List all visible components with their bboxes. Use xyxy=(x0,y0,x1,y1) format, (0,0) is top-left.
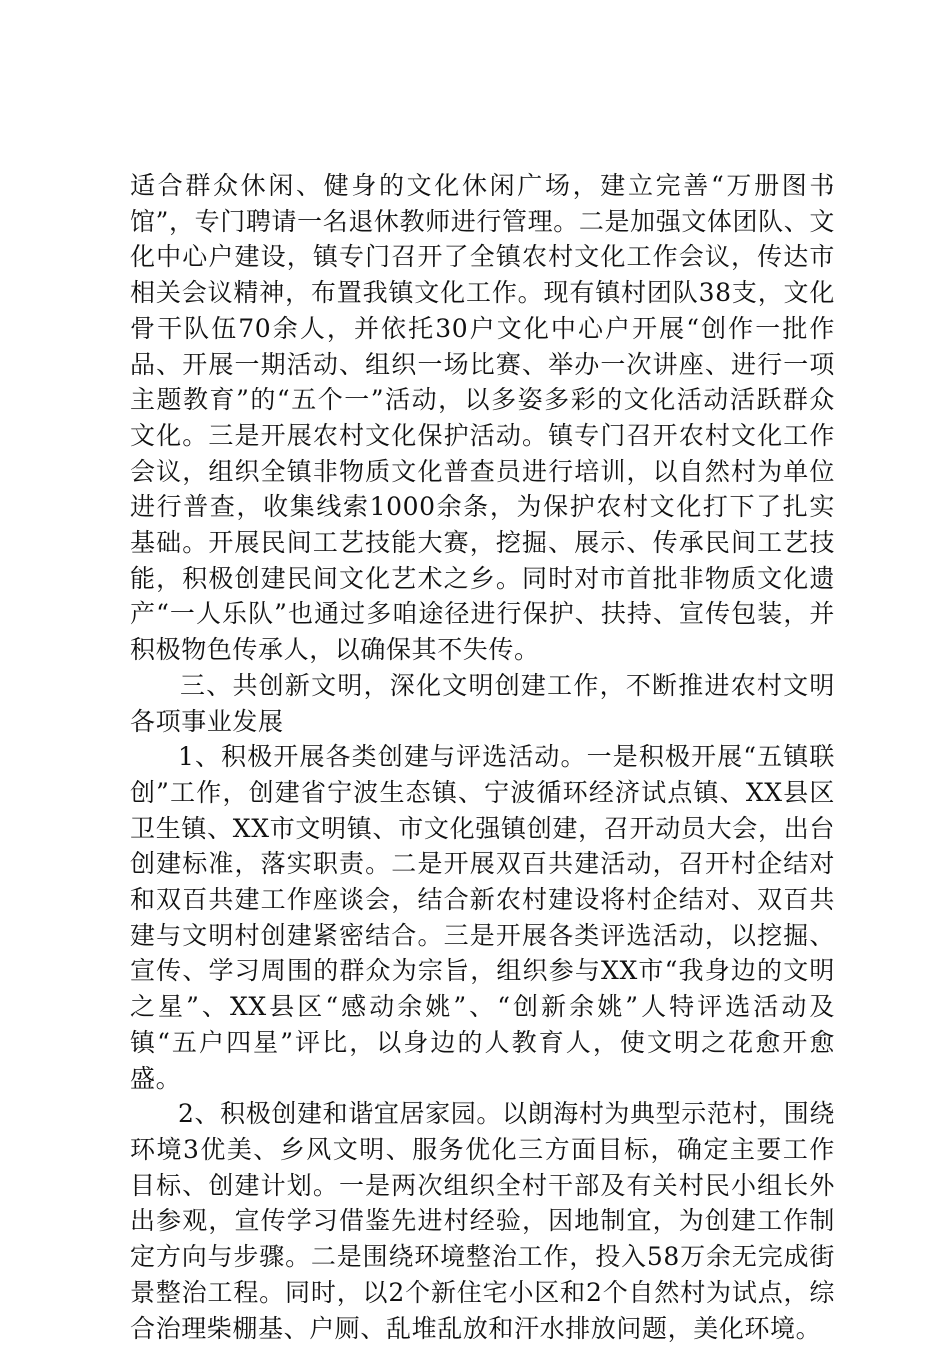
paragraph-item-2: 2、积极创建和谐宜居家园。以朗海村为典型示范村，围绕环境3优美、乡风文明、服务优化三方面目标，确定主要工作目标、创建计划。一是两次组织全村干部及有关村民小组长外出参观，宣传学习借鉴先进村经验，因地制宜，为创建工作制定方向与步骤。二是围绕环境整治工作，投入58万余无完成街景整治工程。同时，以2个新住宅小区和2个自然村为试点，综合治理柴棚基、户厕、乱堆乱放和汗水排放问题，美化环境。 xyxy=(130,1099,835,1343)
paragraph-item-1: 1、积极开展各类创建与评选活动。一是积极开展“五镇联创”工作，创建省宁波生态镇、宁波循环经济试点镇、XX县区卫生镇、XX市文明镇、市文化强镇创建，召开动员大会，出台创建标准，落实职责。二是开展双百共建活动，召开村企结对和双百共建工作座谈会，结合新农村建设将村企结对、双百共建与文明村创建紧密结合。三是开展各类评选活动，以挖掘、宣传、学习周围的群众为宗旨，组织参与XX市“我身边的文明之星”、XX县区“感动余姚”、“创新余姚”人特评选活动及镇“五户四星”评比，以身边的人教育人，使文明之花愈开愈盛。 xyxy=(130,742,835,1093)
paragraph-culture-activities: 适合群众休闲、健身的文化休闲广场，建立完善“万册图书馆”，专门聘请一名退休教师进行管理。二是加强文体团队、文化中心户建设，镇专门召开了全镇农村文化工作会议，传达市相关会议精神，布置我镇文化工作。现有镇村团队38支，文化骨干队伍70余人，并依托30户文化中心户开展“创作一批作品、开展一期活动、组织一场比赛、举办一次讲座、进行一项主题教育”的“五个一”活动，以多姿多彩的文化活动活跃群众文化。三是开展农村文化保护活动。镇专门召开农村文化工作会议，组织全镇非物质文化普查员进行培训，以自然村为单位进行普查，收集线索1000余条，为保护农村文化打下了扎实基础。开展民间工艺技能大赛，挖掘、展示、传承民间工艺技能，积极创建民间文化艺术之乡。同时对市首批非物质文化遗产“一人乐队”也通过多咱途径进行保护、扶持、宣传包装，并积极物色传承人，以确保其不失传。 xyxy=(130,171,835,665)
section-heading-three: 三、共创新文明，深化文明创建工作，不断推进农村文明各项事业发展 xyxy=(130,670,835,736)
document-body xyxy=(130,168,835,1346)
